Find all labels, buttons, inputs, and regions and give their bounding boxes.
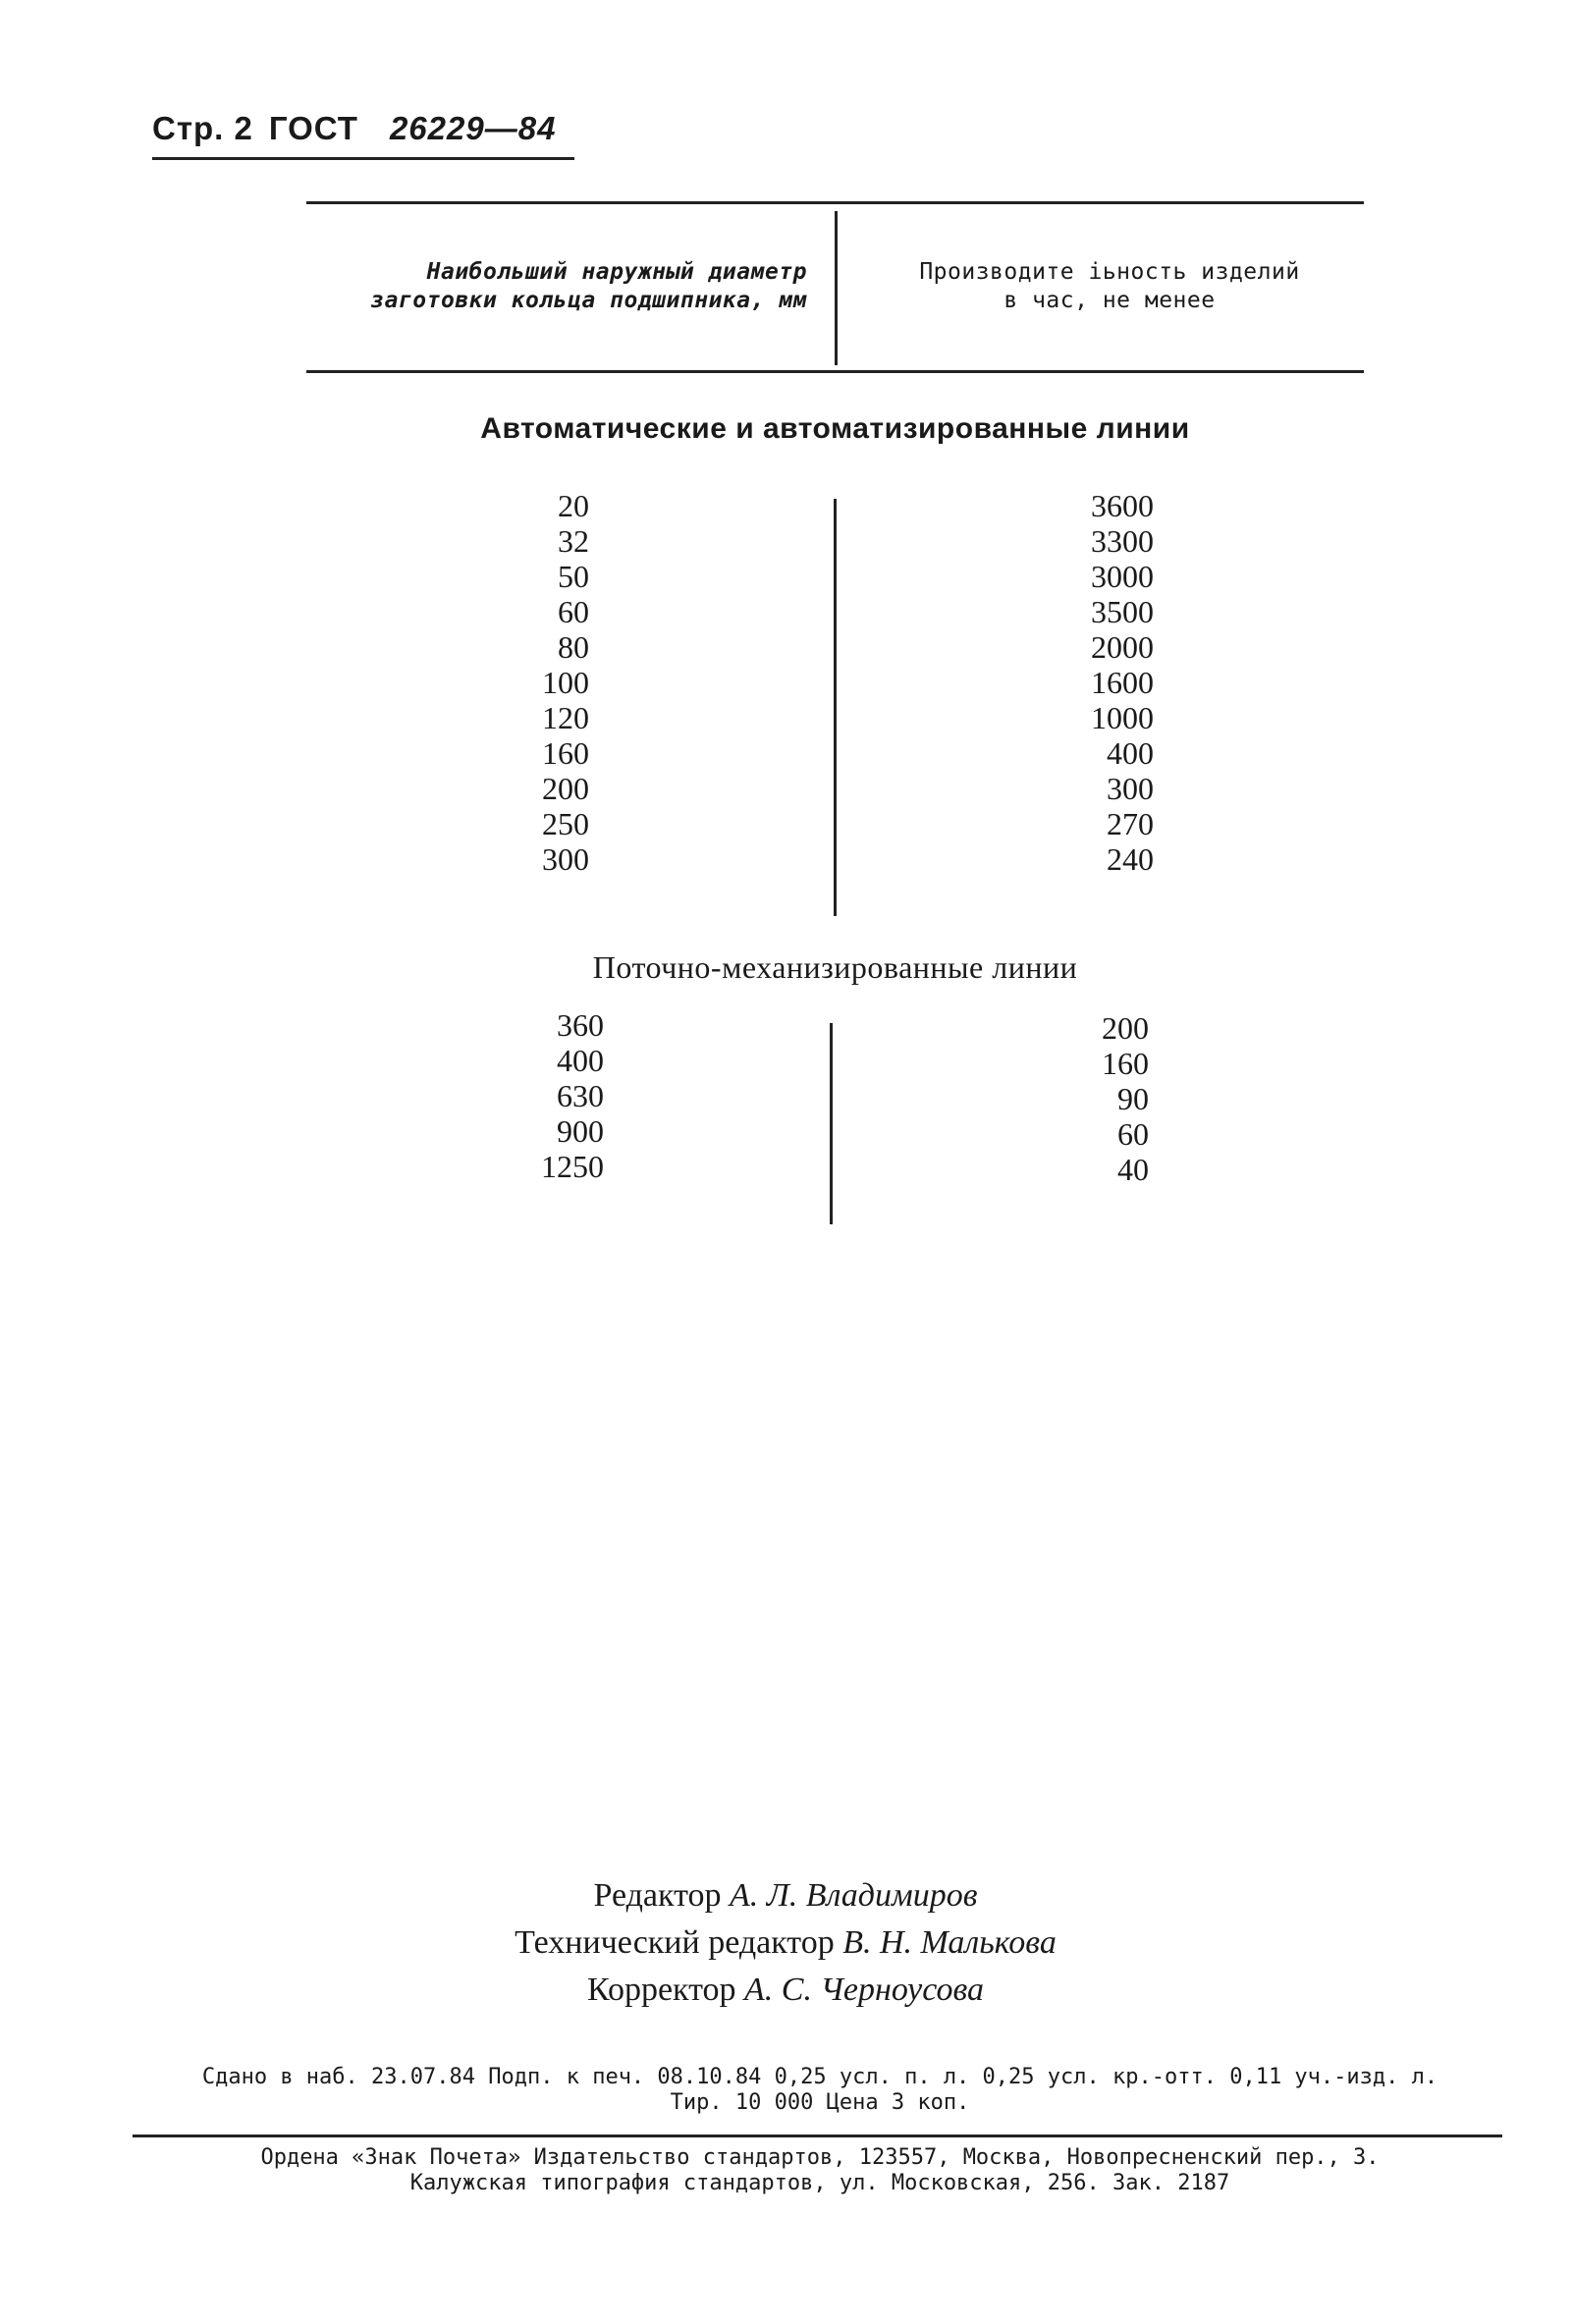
table-cell: 250 <box>542 806 589 841</box>
section-automatic-divider <box>834 499 837 916</box>
column-header-diameter <box>306 258 807 315</box>
section-automatic-productivity <box>1036 488 1154 877</box>
table-cell: 360 <box>557 1007 604 1043</box>
table-cell: 1250 <box>541 1149 604 1184</box>
table-cell: 1600 <box>1091 665 1154 700</box>
page-label: Стр. 2 <box>152 110 253 146</box>
table-cell: 80 <box>558 629 589 665</box>
table-cell: 160 <box>542 735 589 771</box>
credit-name: А. С. Черноусова <box>744 1972 985 2008</box>
imprint-line2: Тир. 10 000 Цена 3 коп. <box>670 2090 970 2115</box>
imprint-rule <box>133 2135 1502 2137</box>
imprint-line1: Сдано в наб. 23.07.84 Подп. к печ. 08.10.84 0,25 усл. п. л. 0,25 усл. кр.-отт. 0,11 уч.-изд. л. <box>201 2065 1438 2089</box>
table-header-bottom-rule <box>306 370 1364 373</box>
section-title-flow: Поточно-механизированные линии <box>592 949 1078 985</box>
imprint <box>133 2065 1507 2116</box>
table-cell: 90 <box>1117 1081 1149 1116</box>
table-cell: 240 <box>1107 841 1154 877</box>
table-cell: 120 <box>542 700 589 735</box>
section-flow-productivity <box>1031 1010 1149 1187</box>
table-top-rule <box>306 201 1364 204</box>
table-cell: 300 <box>542 841 589 877</box>
table-cell: 200 <box>1102 1010 1149 1046</box>
table-cell: 900 <box>557 1113 604 1149</box>
table-cell: 60 <box>1117 1116 1149 1152</box>
column-header-productivity-line2: в час, не менее <box>1003 288 1216 313</box>
table-cell: 100 <box>542 665 589 700</box>
credit-role: Корректор <box>586 1972 736 2008</box>
table-cell: 3000 <box>1091 559 1154 594</box>
table-cell: 270 <box>1107 806 1154 841</box>
credit-role: Редактор <box>593 1877 722 1914</box>
table-cell: 3300 <box>1091 523 1154 559</box>
table-cell: 200 <box>542 771 589 806</box>
table-cell: 400 <box>557 1043 604 1078</box>
section-flow-diameters <box>486 1007 604 1184</box>
table-cell: 20 <box>558 488 589 523</box>
credit-name: В. Н. Малькова <box>842 1924 1057 1961</box>
table-cell: 160 <box>1102 1046 1149 1081</box>
table-cell: 2000 <box>1091 629 1154 665</box>
page-header <box>152 110 556 147</box>
table-cell: 40 <box>1117 1152 1149 1187</box>
table-cell: 300 <box>1107 771 1154 806</box>
publisher <box>133 2145 1507 2196</box>
table-cell: 32 <box>558 523 589 559</box>
column-header-diameter-line1: Наибольший наружный диаметр <box>426 259 807 285</box>
header-underline <box>152 157 574 160</box>
standard-number: 26229—84 <box>389 110 557 146</box>
table-cell: 50 <box>558 559 589 594</box>
standard-label: ГОСТ <box>268 110 358 146</box>
table-cell: 630 <box>557 1078 604 1113</box>
column-header-productivity <box>864 258 1355 315</box>
credit-tech-editor <box>295 1919 1276 1967</box>
table-cell: 3600 <box>1091 488 1154 523</box>
section-automatic-diameters <box>471 488 589 877</box>
table-cell: 60 <box>558 594 589 629</box>
credit-role: Технический редактор <box>515 1924 835 1961</box>
credit-editor <box>295 1872 1276 1919</box>
credit-corrector <box>295 1967 1276 2014</box>
column-header-productivity-line1: Производите іьность изделий <box>919 259 1300 285</box>
credits <box>295 1872 1276 2014</box>
table-header-divider <box>835 211 838 365</box>
publisher-line1: Ордена «Знак Почета» Издательство стандартов, 123557, Москва, Новопресненский пер., 3. <box>260 2145 1380 2170</box>
publisher-line2: Калужская типография стандартов, ул. Московская, 256. Зак. 2187 <box>409 2171 1230 2195</box>
section-title-automatic: Автоматические и автоматизированные линии <box>480 412 1190 445</box>
section-flow-divider <box>830 1023 833 1224</box>
table-cell: 3500 <box>1091 594 1154 629</box>
table-cell: 400 <box>1107 735 1154 771</box>
table-cell: 1000 <box>1091 700 1154 735</box>
credit-name: А. Л. Владимиров <box>730 1877 978 1914</box>
column-header-diameter-line2: заготовки кольца подшипника, мм <box>370 288 807 313</box>
